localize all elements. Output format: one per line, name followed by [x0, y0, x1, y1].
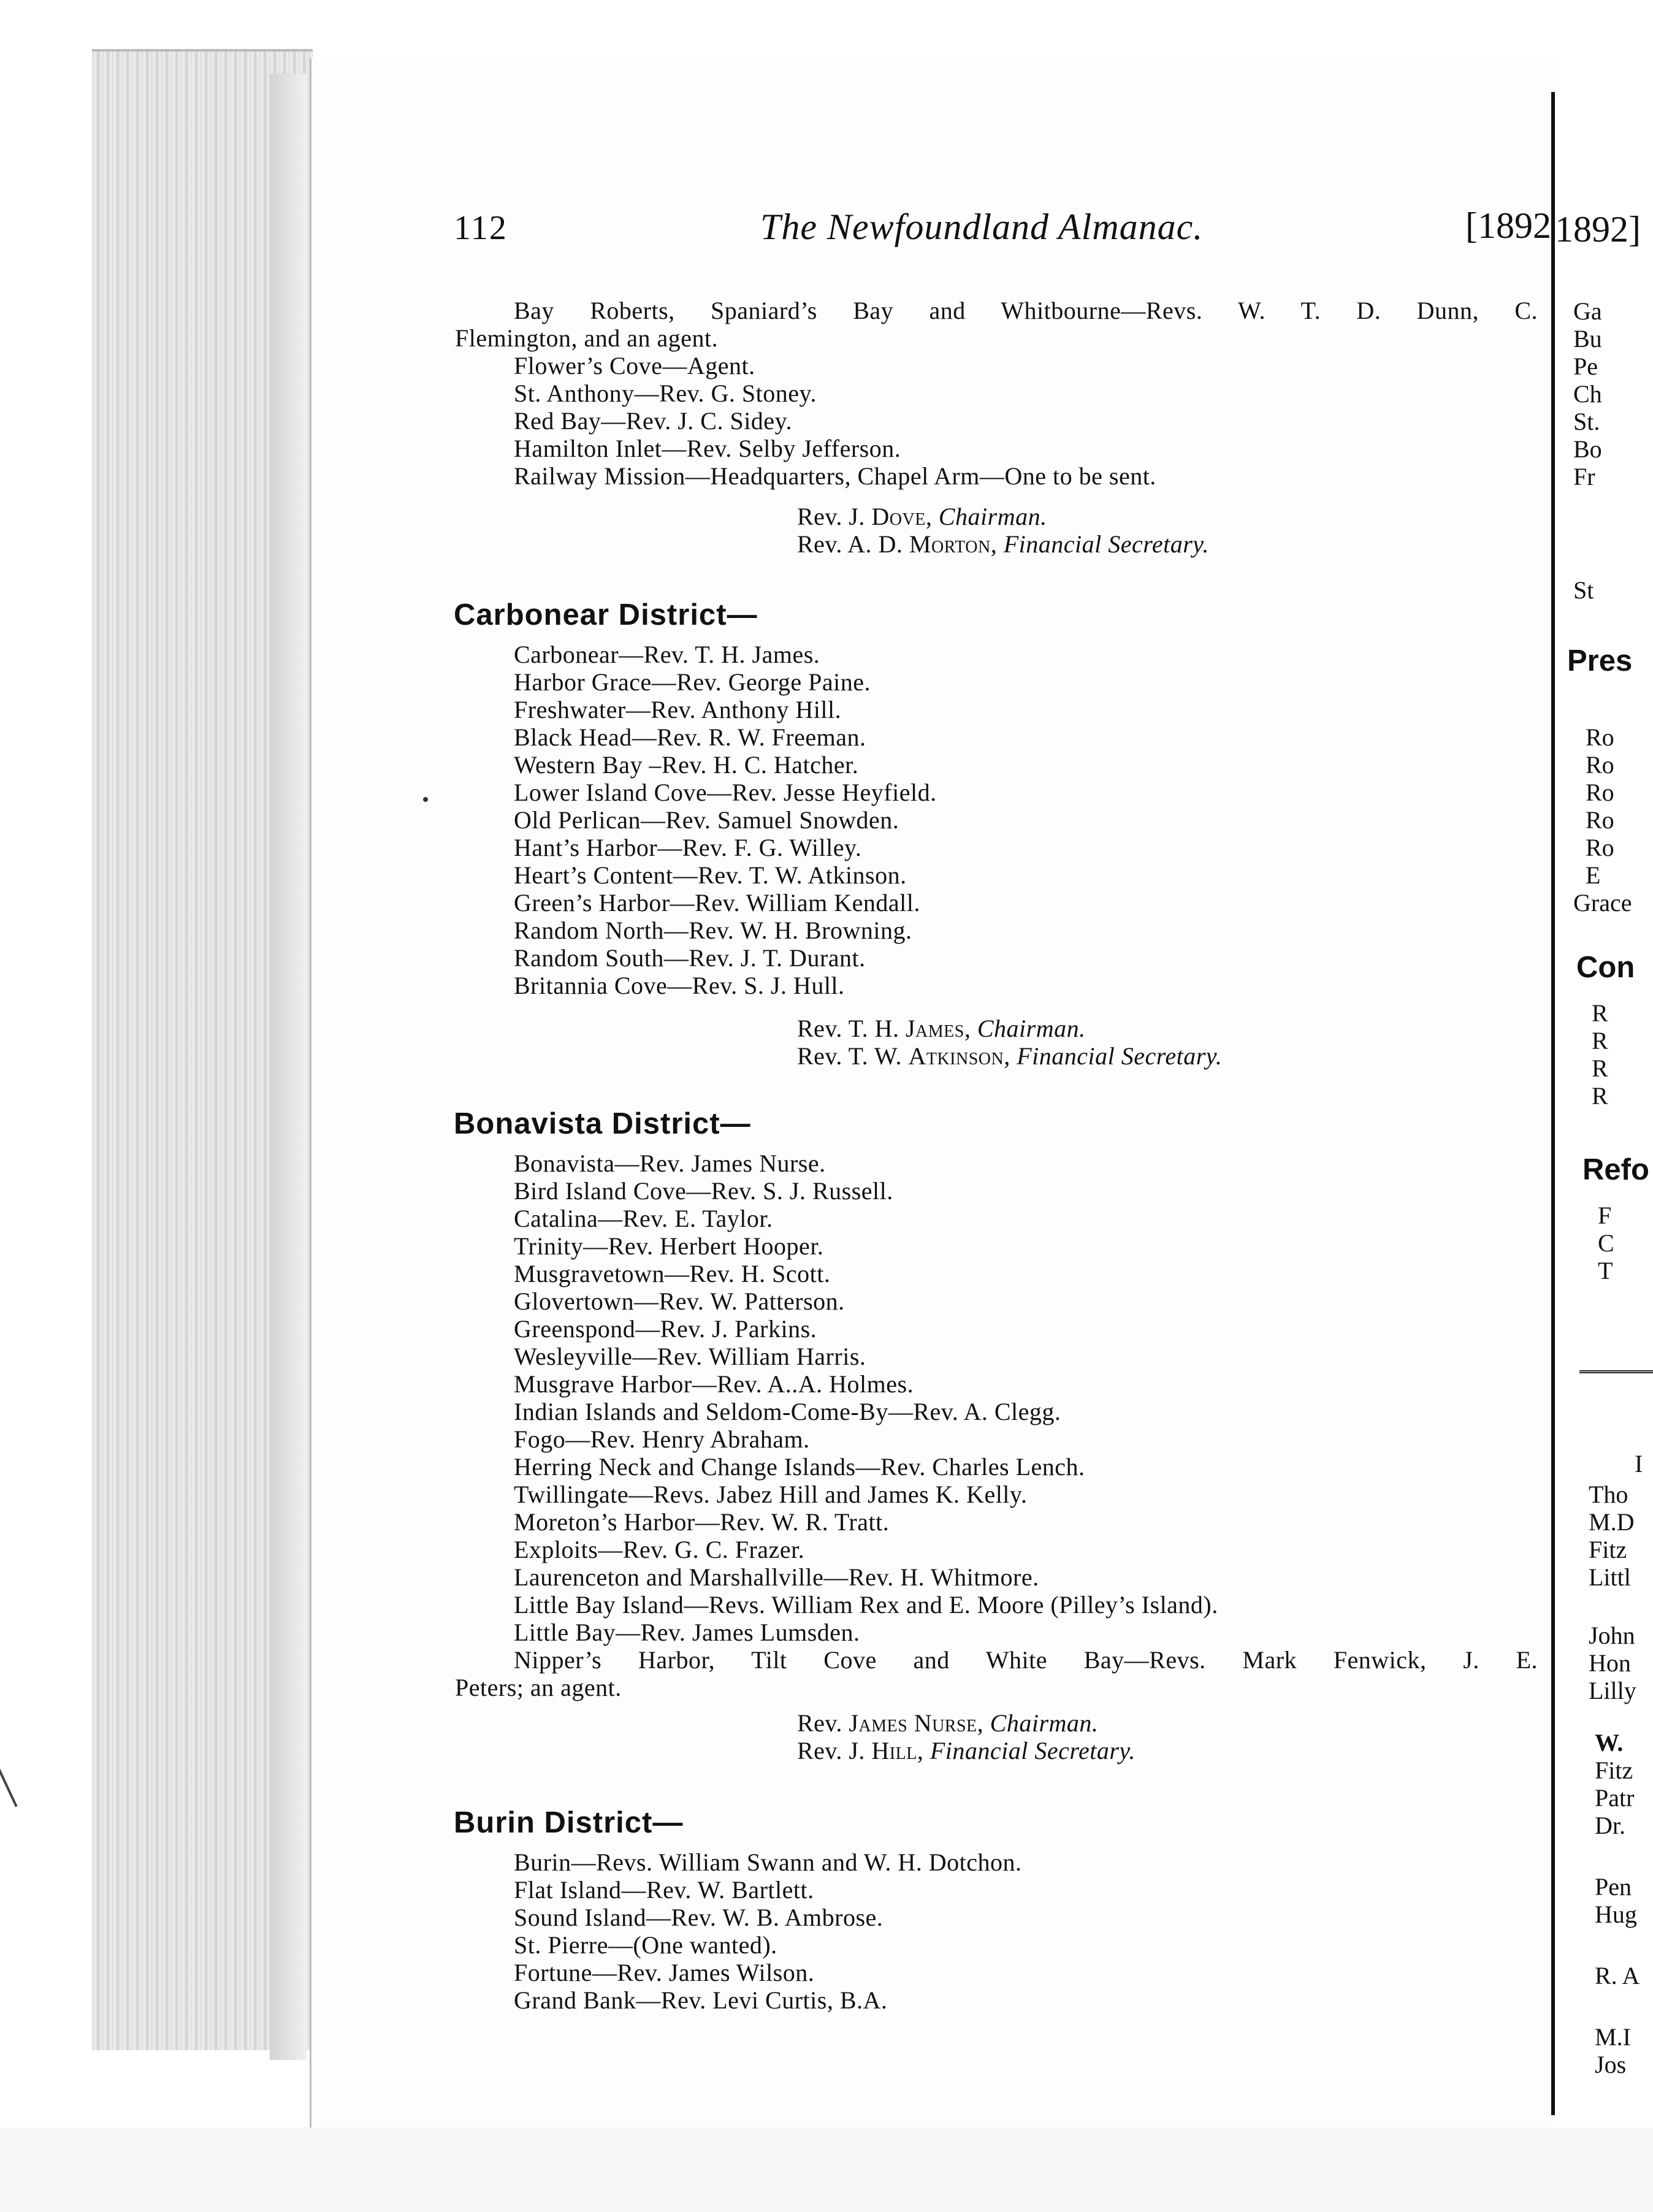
chairman-prefix: Rev. [797, 1709, 849, 1737]
secretary-line: Rev. A. D. Morton, Financial Secretary. [797, 530, 1209, 558]
right-page-rule [1579, 1370, 1653, 1373]
right-page-fragment: R [1592, 999, 1608, 1027]
entry-line: Catalina—Rev. E. Taylor. [514, 1205, 773, 1232]
chairman-role: Chairman. [977, 1015, 1086, 1042]
entry-line: Exploits—Rev. G. C. Frazer. [514, 1536, 805, 1563]
secretary-prefix: Rev. J. [797, 1737, 872, 1764]
running-header [454, 205, 1551, 257]
bottom-margin [0, 2127, 1653, 2212]
right-page-fragment: Grace [1573, 889, 1632, 917]
entry-line: Wesleyville—Rev. William Harris. [514, 1343, 866, 1370]
secretary-line: Rev. T. W. Atkinson, Financial Secretary. [797, 1042, 1223, 1070]
right-page-fragment: Bo [1573, 435, 1602, 463]
chairman-role: Chairman. [990, 1709, 1099, 1737]
right-page-fragment: Tho [1589, 1481, 1628, 1508]
right-page-fragment: R. A [1595, 1962, 1640, 1989]
right-page-fragment: Jos [1595, 2051, 1627, 2078]
right-page-fragment: Patr [1595, 1784, 1635, 1812]
chairman-name: James Nurse [849, 1709, 977, 1737]
entry-line: Glovertown—Rev. W. Patterson. [514, 1287, 845, 1315]
entry-line: Indian Islands and Seldom-Come-By—Rev. A. Clegg. [514, 1398, 1061, 1425]
right-page-fragment: Fitz [1589, 1536, 1627, 1563]
entry-bay-roberts-cont: Flemington, and an agent. [455, 324, 719, 352]
entry-line: Flower’s Cove—Agent. [514, 352, 755, 379]
right-page-fragment: W. [1595, 1729, 1624, 1756]
entry-line: Heart’s Content—Rev. T. W. Atkinson. [514, 861, 907, 889]
entry-line: Lower Island Cove—Rev. Jesse Heyfield. [514, 779, 937, 806]
right-page-fragment: Ro [1586, 806, 1614, 834]
entry-line: Burin—Revs. William Swann and W. H. Dotchon. [514, 1848, 1022, 1876]
entry-line: Hant’s Harbor—Rev. F. G. Willey. [514, 834, 862, 861]
right-page-fragment: R [1592, 1027, 1608, 1055]
right-page-fragment: F [1598, 1202, 1612, 1229]
header-year: [1892 [1465, 205, 1551, 246]
entry-line: Freshwater—Rev. Anthony Hill. [514, 696, 842, 723]
entry-line: Bonavista—Rev. James Nurse. [514, 1150, 826, 1177]
entry-line: Britannia Cove—Rev. S. J. Hull. [514, 972, 845, 999]
right-page-fragment: Dr. [1595, 1812, 1625, 1839]
right-page-fragment: T [1598, 1257, 1613, 1284]
right-page-heading: Pres [1567, 644, 1633, 677]
entry-line: Musgravetown—Rev. H. Scott. [514, 1260, 831, 1287]
entry-line: Random South—Rev. J. T. Durant. [514, 944, 866, 972]
right-page-fragment: Ro [1586, 751, 1614, 779]
right-page-fragment: Pe [1573, 353, 1598, 380]
chairman-name: Dove [871, 503, 926, 530]
entry-nippers-harbor-cont: Peters; an agent. [455, 1674, 622, 1701]
right-page-fragment: Ro [1586, 723, 1614, 751]
right-page-fragment: Lilly [1589, 1677, 1636, 1704]
page-stack-shadow [270, 74, 307, 2060]
page-number: 112 [454, 209, 508, 247]
right-page-fragment: Ga [1573, 297, 1602, 325]
right-page-fragment: Ro [1586, 779, 1614, 806]
secretary-name: Morton [909, 530, 991, 558]
entry-line: Little Bay Island—Revs. William Rex and E. Moore (Pilley’s Island). [514, 1591, 1218, 1619]
right-page-fragment: I [1635, 1450, 1643, 1478]
right-page-fragment: Pen [1595, 1873, 1632, 1901]
right-page-fragment: St [1573, 576, 1594, 604]
right-page-fragment: Ch [1573, 380, 1602, 408]
entry-line: Harbor Grace—Rev. George Paine. [514, 668, 871, 696]
entry-line: Old Perlican—Rev. Samuel Snowden. [514, 806, 899, 834]
right-page-fragment: Fitz [1595, 1756, 1633, 1784]
secretary-role: Financial Secretary. [1003, 530, 1209, 558]
chairman-prefix: Rev. J. [797, 503, 872, 530]
right-page-fragment: Bu [1573, 325, 1602, 353]
bonavista-heading: Bonavista District— [454, 1107, 751, 1140]
right-page-fragment: R [1592, 1082, 1608, 1110]
right-page-fragment: Littl [1589, 1563, 1631, 1591]
right-page-fragment: Fr [1573, 463, 1595, 490]
entry-line: Railway Mission—Headquarters, Chapel Arm—One to be sent. [514, 462, 1156, 490]
chairman-prefix: Rev. T. H. [797, 1015, 906, 1042]
entry-line: Greenspond—Rev. J. Parkins. [514, 1315, 817, 1343]
entry-line: St. Anthony—Rev. G. Stoney. [514, 379, 817, 407]
entry-line: Grand Bank—Rev. Levi Curtis, B.A. [514, 1986, 888, 2014]
right-page-edge [1555, 92, 1653, 2127]
entry-nippers-harbor: Nipper’s Harbor, Tilt Cove and White Bay—Revs. Mark Fenwick, J. E. [514, 1646, 1538, 1674]
right-page-fragment: C [1598, 1229, 1614, 1257]
right-page-fragment: Hon [1589, 1649, 1631, 1677]
entry-line: Laurenceton and Marshallville—Rev. H. Whitmore. [514, 1563, 1039, 1591]
right-page-fragment: St. [1573, 408, 1600, 435]
chairman-line: Rev. James Nurse, Chairman. [797, 1709, 1099, 1737]
scan-mark [0, 1767, 18, 1807]
right-page-heading: Refo [1582, 1153, 1649, 1186]
entry-line: St. Pierre—(One wanted). [514, 1931, 777, 1959]
entry-line: Flat Island—Rev. W. Bartlett. [514, 1876, 814, 1904]
entry-line: Western Bay –Rev. H. C. Hatcher. [514, 751, 859, 779]
entry-line: Trinity—Rev. Herbert Hooper. [514, 1232, 824, 1260]
entry-line: Black Head—Rev. R. W. Freeman. [514, 723, 866, 751]
right-page-fragment: R [1592, 1055, 1608, 1082]
right-page-year: 1892] [1555, 209, 1641, 250]
chairman-name: James [905, 1015, 964, 1042]
carbonear-heading: Carbonear District— [454, 598, 758, 631]
entry-line: Herring Neck and Change Islands—Rev. Charles Lench. [514, 1453, 1085, 1481]
entry-line: Green’s Harbor—Rev. William Kendall. [514, 889, 920, 917]
entry-line: Sound Island—Rev. W. B. Ambrose. [514, 1904, 884, 1931]
entry-line: Musgrave Harbor—Rev. A..A. Holmes. [514, 1370, 914, 1398]
secretary-name: Atkinson [908, 1042, 1004, 1070]
entry-line: Red Bay—Rev. J. C. Sidey. [514, 407, 792, 435]
secretary-prefix: Rev. A. D. [797, 530, 909, 558]
chairman-line: Rev. J. Dove, Chairman. [797, 503, 1047, 530]
burin-heading: Burin District— [454, 1806, 684, 1839]
entry-line: Carbonear—Rev. T. H. James. [514, 641, 820, 668]
right-page-fragment: M.I [1595, 2023, 1631, 2051]
secretary-role: Financial Secretary. [1017, 1042, 1223, 1070]
right-page-fragment: Ro [1586, 834, 1614, 861]
right-page-fragment: John [1589, 1622, 1635, 1649]
secretary-line: Rev. J. Hill, Financial Secretary. [797, 1737, 1136, 1764]
entry-line: Twillingate—Revs. Jabez Hill and James K. Kelly. [514, 1481, 1028, 1508]
right-page-heading: Con [1576, 951, 1635, 984]
right-page-fragment: M.D [1589, 1508, 1635, 1536]
right-page-fragment: Hug [1595, 1901, 1637, 1928]
entry-bay-roberts: Bay Roberts, Spaniard’s Bay and Whitbourne—Revs. W. T. D. Dunn, C. [514, 297, 1538, 324]
right-page-fragment: E [1586, 861, 1601, 889]
secretary-name: Hill [871, 1737, 917, 1764]
entry-line: Moreton’s Harbor—Rev. W. R. Tratt. [514, 1508, 890, 1536]
secretary-role: Financial Secretary. [930, 1737, 1136, 1764]
entry-line: Bird Island Cove—Rev. S. J. Russell. [514, 1177, 893, 1205]
entry-line: Fortune—Rev. James Wilson. [514, 1959, 815, 1986]
entry-line: Little Bay—Rev. James Lumsden. [514, 1619, 860, 1646]
chairman-line: Rev. T. H. James, Chairman. [797, 1015, 1086, 1042]
ink-speck [423, 797, 428, 802]
secretary-prefix: Rev. T. W. [797, 1042, 909, 1070]
entry-line: Hamilton Inlet—Rev. Selby Jefferson. [514, 435, 901, 462]
entry-line: Random North—Rev. W. H. Browning. [514, 917, 912, 944]
page-title: The Newfoundland Almanac. [760, 207, 1204, 247]
entry-line: Fogo—Rev. Henry Abraham. [514, 1425, 810, 1453]
chairman-role: Chairman. [938, 503, 1047, 530]
